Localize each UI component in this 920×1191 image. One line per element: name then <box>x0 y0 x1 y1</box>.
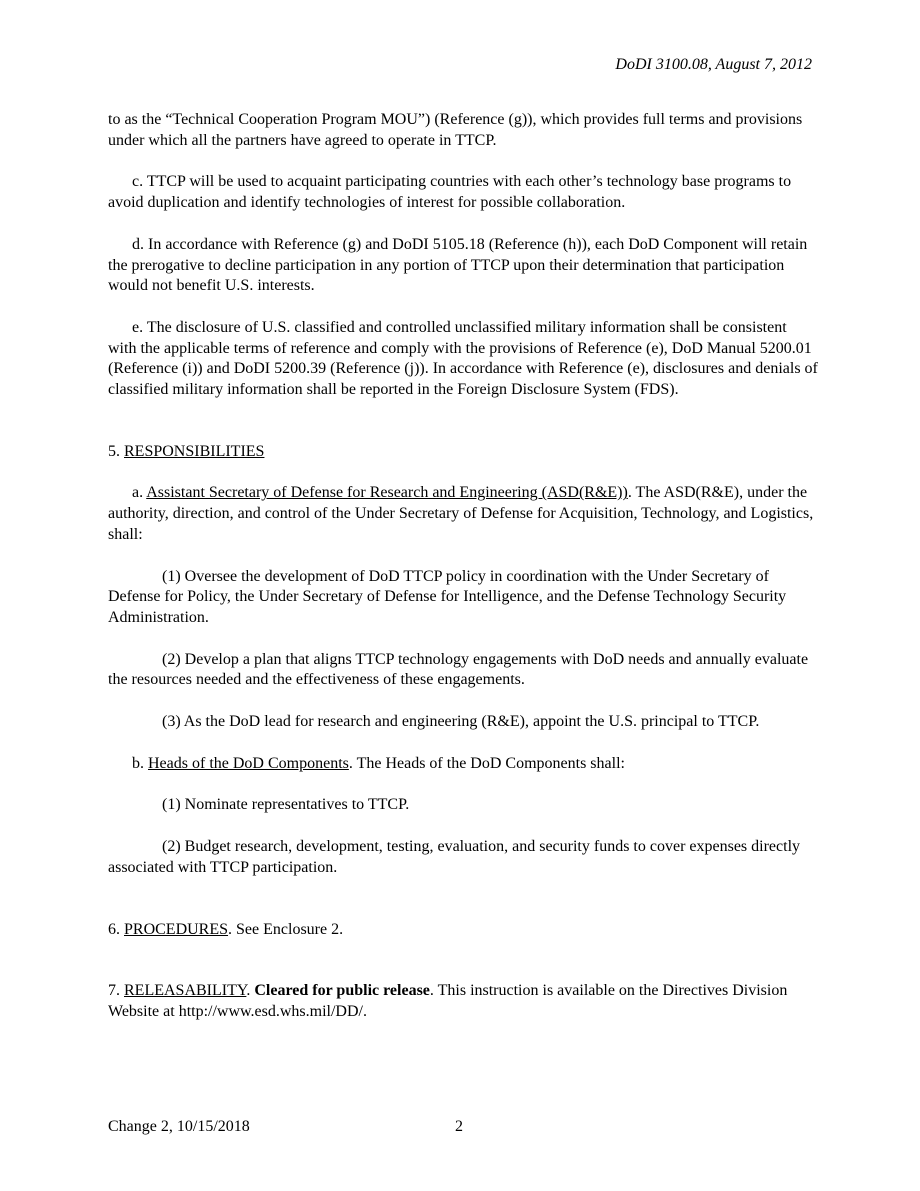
section-7-number: 7. <box>108 982 124 1000</box>
section-6 <box>108 920 818 941</box>
section-7-bold: Cleared for public release <box>254 982 430 1000</box>
section-7-title: RELEASABILITY <box>124 982 247 1000</box>
section-6-number: 6. <box>108 920 124 938</box>
section-5-title: RESPONSIBILITIES <box>124 442 265 460</box>
paragraph-5a-2: (2) Develop a plan that aligns TTCP technology engagements with DoD needs and annually evaluate the resources needed and the effectiveness of these engagements. <box>108 650 809 689</box>
paragraph-5a-text: . The ASD(R&E), under the authority, direction, and control of the Under Secretary of Defense for Acquisition, Technology, and Logistics, shall: <box>108 484 814 543</box>
section-7 <box>108 981 818 1022</box>
footer-change: Change 2, 10/15/2018 <box>108 1118 250 1135</box>
intro-paragraph: to as the “Technical Cooperation Program MOU”) (Reference (g)), which provides full terms and provisions under which all the partners have agreed to operate in TTCP. <box>108 111 803 149</box>
paragraph-5a-3: (3) As the DoD lead for research and engineering (R&E), appoint the U.S. principal to TTCP. <box>162 713 760 731</box>
paragraph-5a-heading: Assistant Secretary of Defense for Research and Engineering (ASD(R&E)) <box>146 484 628 502</box>
paragraph-5b-text: . The Heads of the DoD Components shall: <box>348 754 625 772</box>
paragraph-c: c. TTCP will be used to acquaint participating countries with each other’s technology base programs to avoid duplication and identify technologies of interest for possible collaboration. <box>108 173 792 212</box>
paragraph-5b-heading: Heads of the DoD Components <box>148 754 349 772</box>
paragraph-5a-1: (1) Oversee the development of DoD TTCP policy in coordination with the Under Secretary of Defense for Policy, the Under Secretary of Defense for Intelligence, and the Defense Technology Security Administration. <box>108 567 787 626</box>
paragraph-d: d. In accordance with Reference (g) and DoDI 5105.18 (Reference (h)), each DoD Component will retain the prerogative to decline participation in any portion of TTCP upon their determination that participation would not benefit U.S. interests. <box>108 235 808 295</box>
section-5-heading <box>108 442 818 463</box>
paragraph-5b <box>108 754 818 775</box>
paragraph-5b-2: (2) Budget research, development, testing, evaluation, and security funds to cover expenses directly associated with TTCP participation. <box>108 838 801 876</box>
section-5-number: 5. <box>108 442 124 460</box>
document-body <box>108 110 818 1023</box>
page-number: 2 <box>455 1118 463 1135</box>
document-header: DoDI 3100.08, August 7, 2012 <box>615 56 812 73</box>
paragraph-5a <box>108 483 818 545</box>
paragraph-5b-1: (1) Nominate representatives to TTCP. <box>162 796 410 814</box>
section-6-title: PROCEDURES <box>124 920 229 938</box>
paragraph-5a-prefix: a. <box>132 484 147 502</box>
paragraph-e: e. The disclosure of U.S. classified and controlled unclassified military information shall be consistent with the applicable terms of reference and comply with the provisions of Reference (e), DoD Manual 5200.01 (Reference (i)) and DoDI 5200.39 (Reference (j)). In accordance with Reference (e), disclosures and denials of classified military information shall be reported in the Foreign Disclosure System (FDS). <box>108 318 818 399</box>
section-7-text: . This instruction is available on the Directives Division Website at http://www.esd.whs.mil/DD/. <box>108 982 788 1020</box>
paragraph-5b-prefix: b. <box>132 754 148 772</box>
section-6-text: . See Enclosure 2. <box>228 920 344 938</box>
section-7-sep: . <box>246 982 255 1000</box>
